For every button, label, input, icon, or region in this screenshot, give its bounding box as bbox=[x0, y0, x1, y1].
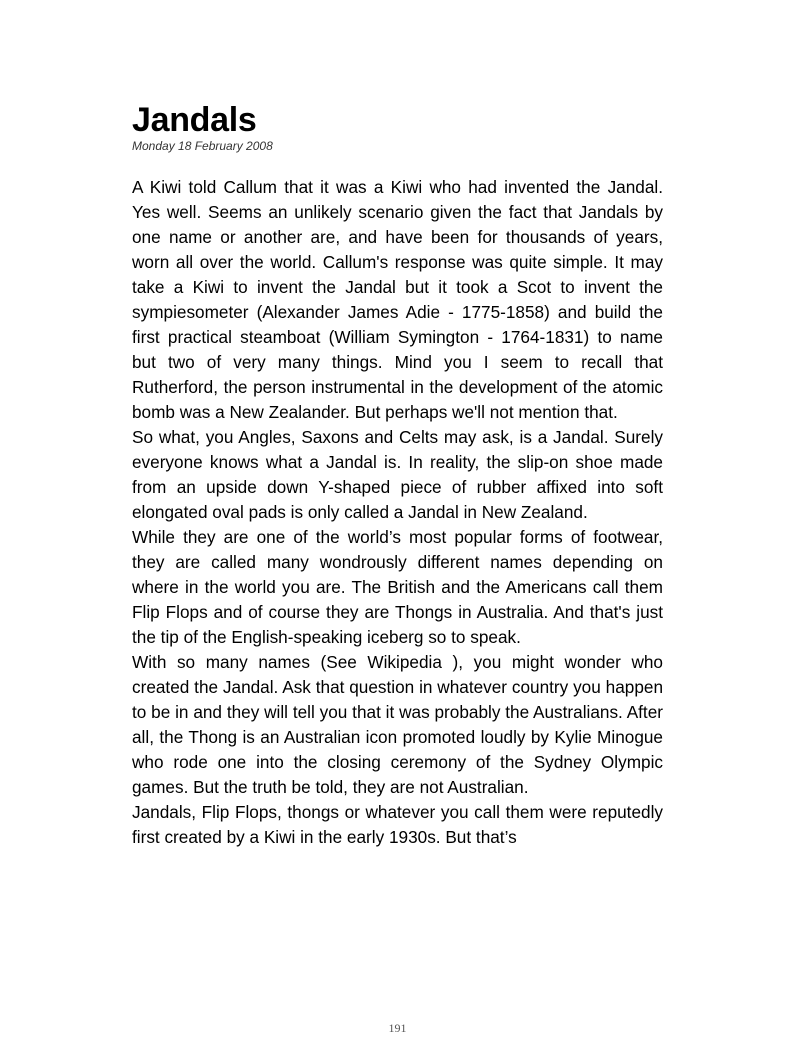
paragraph: With so many names (See Wikipedia ), you might wonder who created the Jandal. Ask that question in whatever country you happen to be in and they will tell you that it was probably the Australians. After all, the Thong is an Australian icon promoted loudly by Kylie Minogue who rode one into the closing ceremony of the Sydney Olympic games. But the truth be told, they are not Australian. bbox=[132, 652, 663, 797]
paragraph: A Kiwi told Callum that it was a Kiwi who had invented the Jandal. Yes well. Seems an unlikely scenario given the fact that Jandals by one name or another are, and have been for thousands of years, worn all over the world. Callum's response was quite simple. It may take a Kiwi to invent the Jandal but it took a Scot to invent the sympiesometer (Alexander James Adie - 1775-1858) and build the first practical steamboat (William Symington - 1764-1831) to name but two of very many things. Mind you I seem to recall that Rutherford, the person instrumental in the development of the atomic bomb was a New Zealander. But perhaps we'll not mention that. bbox=[132, 177, 663, 422]
article-body bbox=[132, 175, 663, 850]
paragraph: While they are one of the world’s most popular forms of footwear, they are called many wondrously different names depending on where in the world you are. The British and the Americans call them Flip Flops and of course they are Thongs in Australia. And that's just the tip of the English-speaking iceberg so to speak. bbox=[132, 527, 663, 647]
paragraph: Jandals, Flip Flops, thongs or whatever you call them were reputedly first created by a Kiwi in the early 1930s. But that’s bbox=[132, 802, 663, 847]
article-title: Jandals bbox=[132, 101, 257, 139]
article-date: Monday 18 February 2008 bbox=[132, 139, 273, 153]
paragraph: So what, you Angles, Saxons and Celts may ask, is a Jandal. Surely everyone knows what a Jandal is. In reality, the slip-on shoe made from an upside down Y-shaped piece of rubber affixed into soft elongated oval pads is only called a Jandal in New Zealand. bbox=[132, 427, 663, 522]
page-number: 191 bbox=[388, 1021, 407, 1035]
